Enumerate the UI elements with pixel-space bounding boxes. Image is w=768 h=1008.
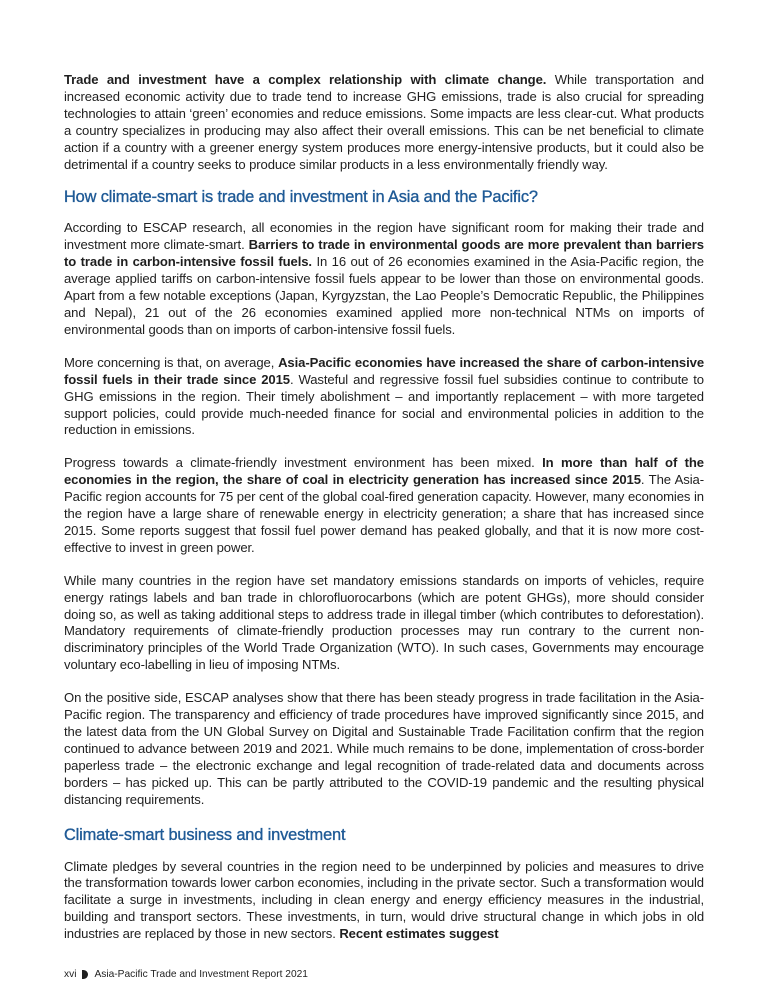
text-run: Climate pledges by several countries in the region need to be underpinned by policies and measures to drive the transformation towards lower carbon economies, including in the private sector. Such a transformation would facilitate a surge in investments, including in clean energy and energy efficiency measures in the industrial, building and transport sectors. These investments, in turn, would drive structural change in which jobs in old industries are replaced by those in new sectors. [64, 858, 704, 942]
text-run: While many countries in the region have set mandatory emissions standards on imports of vehicles, require energy ratings labels and ban trade in chlorofluorocarbons (which are potent GHGs), more should consider doing so, as well as taking additional steps to address trade in illegal timber (which contributes to deforestation). Mandatory requirements of climate-friendly production processes may run contrary to the current non-discriminatory principles of the World Trade Organization (WTO). In such cases, Governments may encourage voluntary eco-labelling in lieu of imposing NTMs. [64, 572, 704, 673]
report-title: Asia-Pacific Trade and Investment Report 2021 [94, 969, 308, 980]
text-run: According to ESCAP research, all economies in the region have significant room for making their trade and investment more climate-smart. [64, 220, 704, 253]
section-heading-climate-smart-business: Climate-smart business and investment [64, 825, 346, 844]
bold-run: Recent estimates suggest [339, 926, 499, 942]
paragraph-investment-environment [64, 455, 704, 556]
paragraph-fossil-fuel-share [64, 355, 704, 440]
half-circle-marker-icon [82, 970, 88, 979]
text-run: . The Asia-Pacific region accounts for 75 per cent of the global coal-fired generation capacity. However, many economies in the region have a large share of renewable energy in electricity generation; a share that has increased since 2015. Some reports suggest that fossil fuel power demand has peaked globally, and that it is now more cost-effective to invest in green power. [64, 472, 704, 555]
paragraph-climate-pledges [64, 859, 704, 944]
text-run: On the positive side, ESCAP analyses show that there has been steady progress in trade facilitation in the Asia-Pacific region. The transparency and efficiency of trade procedures have improved significantly since 2015, and the latest data from the UN Global Survey on Digital and Sustainable Trade Facilitation confirm that the region continued to advance between 2019 and 2021. While much remains to be done, implementation of cross-border paperless trade – the electronic exchange and legal recognition of trade-related data and documents across borders – has picked up. This can be partly attributed to the COVID-19 pandemic and the resulting physical distancing requirements. [64, 690, 704, 807]
paragraph-trade-facilitation [64, 690, 704, 808]
text-run: Progress towards a climate-friendly investment environment has been mixed. [64, 455, 543, 471]
page-number: xvi [64, 969, 77, 980]
paragraph-trade-climate-relationship [64, 72, 704, 173]
paragraph-emissions-standards [64, 573, 704, 674]
paragraph-escap-research [64, 220, 704, 338]
page-footer [64, 968, 308, 981]
bold-run: Trade and investment have a complex relationship with climate change. [64, 72, 547, 87]
text-run: While transportation and increased economic activity due to trade tend to increase GHG emissions, trade is also crucial for spreading technologies to attain ‘green’ economies and reduce emissions. Some impacts are less clear-cut. What products a country specializes in producing may also affect their overall emissions. This can be net beneficial to climate action if a country with a greener energy system produces more energy-intensive products, but it could also be detrimental if a country seeks to produce similar products in a less environmentally friendly way. [64, 72, 704, 172]
bold-run: Barriers to trade in environmental goods are more prevalent than barriers to trade in carbon-intensive fossil fuels. [64, 237, 704, 270]
bold-run: Asia-Pacific economies have increased the share of carbon-intensive fossil fuels in their trade since 2015 [64, 354, 705, 387]
text-run: In 16 out of 26 economies examined in the Asia-Pacific region, the average applied tariffs on carbon-intensive fossil fuels appear to be lower than those on environmental goods. Apart from a few notable exceptions (Japan, Kyrgyzstan, the Lao People’s Democratic Republic, the Philippines and Nepal), 21 out of the 26 economies examined applied more non-technical NTMs on imports of environmental goods than on imports of carbon-intensive fossil fuels. [64, 254, 704, 337]
section-heading-climate-smart-trade: How climate-smart is trade and investment in Asia and the Pacific? [64, 188, 538, 207]
bold-run: In more than half of the economies in the region, the share of coal in electricity generation has increased since 2015 [64, 455, 704, 488]
text-run: More concerning is that, on average, [64, 354, 279, 370]
document-page [64, 72, 704, 959]
text-run: . Wasteful and regressive fossil fuel subsidies continue to contribute to GHG emissions in the region. Their timely abolishment – and importantly replacement – with more targeted support policies, could provide much-needed finance for social and environmental policies in addition to the reduction in emissions. [64, 371, 704, 438]
